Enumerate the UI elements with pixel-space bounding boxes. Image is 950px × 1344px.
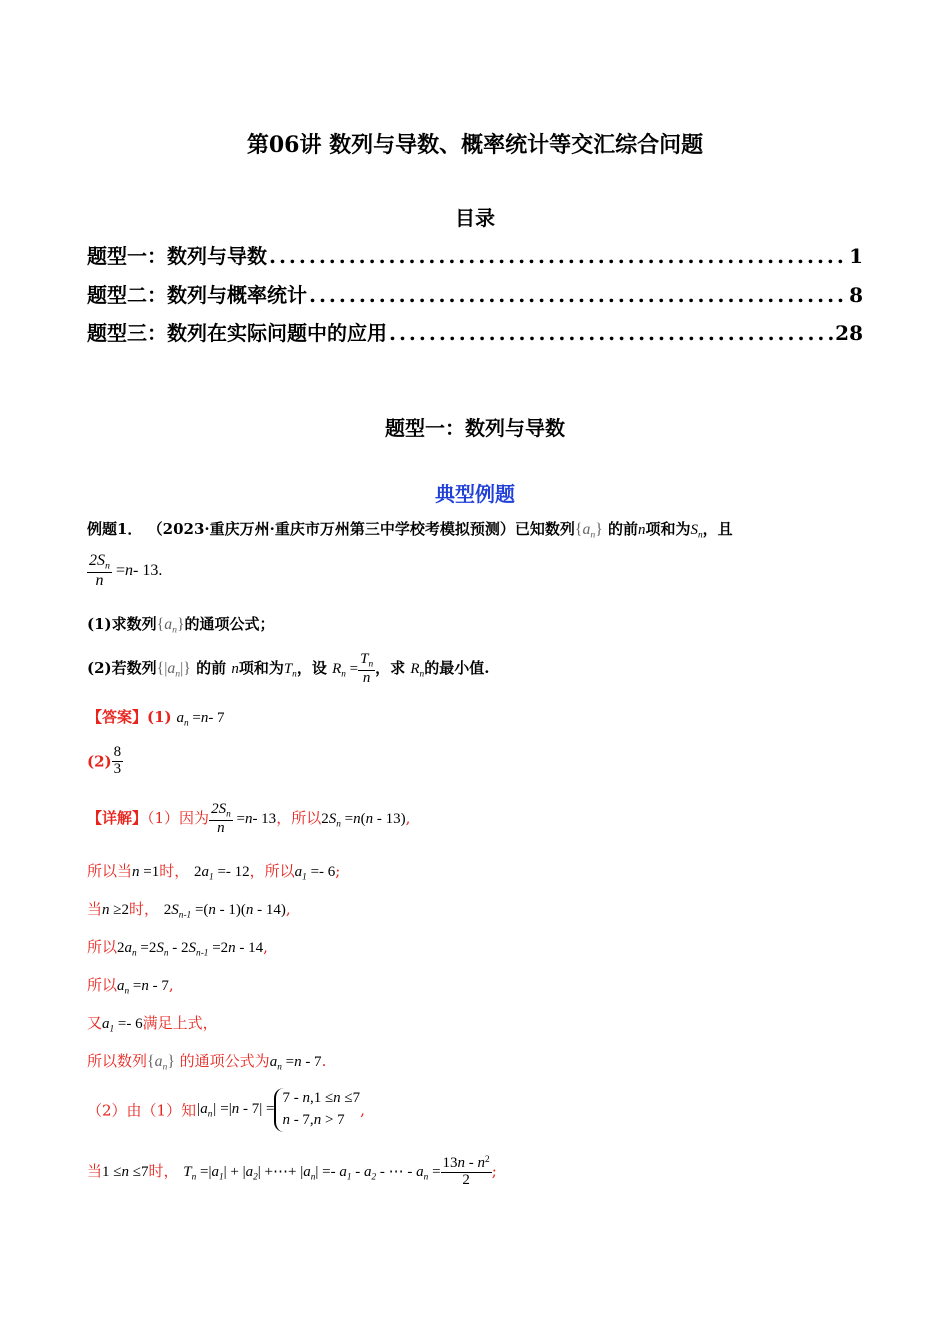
question-2-text: (2)若数列 <box>87 658 157 677</box>
detail-line-1: 【详解】（1）因为 $\frac{2S_n}{n}$ =n- 13，所以$2S_n =n(n - 13)$, <box>87 801 411 836</box>
detail-formula: 1 ≤n ≤7 <box>102 1163 149 1180</box>
detail-line-8: （2）由（1）知$|a_n| =|n - 7| =7 - n,1 \le n \le 7$ n - 7,n > 7, <box>87 1088 365 1132</box>
toc-item-page: 28 <box>835 321 863 345</box>
toc-item-page: 8 <box>849 283 863 307</box>
seq-an: $\{a_n\}$ <box>574 521 603 541</box>
detail-formula: $2a_n =2S_n - 2S_{n-1} =2n - 14$ <box>117 940 264 959</box>
toc-leader <box>389 321 833 345</box>
question-2-text: 的前 <box>196 658 227 677</box>
example-label: 例题1． <box>87 520 143 538</box>
detail-text: 所以当 <box>87 862 133 880</box>
detail-text: 时， <box>148 1161 179 1180</box>
detail-line-3: 当n ≥2时， $2S_{n-1} =(n - 1)(n - 14)$, <box>87 900 291 921</box>
toc-item[interactable] <box>87 279 863 308</box>
example-condition: $\frac{2S_n}{n}$ =n- 13. <box>89 552 163 589</box>
detail-text: 满足上式， <box>142 1014 218 1032</box>
detail-formula: n =1 <box>132 864 160 880</box>
detail-formula: $a_1 =- 6$ <box>294 864 336 883</box>
answer-line-2 <box>87 745 123 778</box>
toc-item-label: 题型三：数列在实际问题中的应用 <box>87 321 387 345</box>
question-1-text: (1)求数列 <box>87 615 157 633</box>
seq-an: $\{a_n\}$ <box>156 616 185 636</box>
detail-formula: $\frac{2S_n}{n}$ =n- 13 <box>211 801 277 836</box>
answer-tag: 【答案】 <box>87 708 148 726</box>
answer-part: (2) <box>87 752 112 771</box>
question-1-text: 的通项公式； <box>184 615 275 633</box>
detail-formula: $a_1 =- 6$ <box>102 1016 143 1035</box>
detail-text: 时， <box>159 862 190 880</box>
example-text: 的前 <box>607 520 638 538</box>
detail-formula: n ≥2 <box>102 902 129 918</box>
example-text: ，且 <box>702 520 733 538</box>
toc-leader <box>309 283 847 307</box>
toc-item-label: 题型二：数列与概率统计 <box>87 283 307 307</box>
question-2 <box>87 652 489 687</box>
answer-line-1 <box>87 706 225 728</box>
toc-item[interactable] <box>87 317 863 346</box>
example-line-1 <box>87 518 733 540</box>
math-Rn-def: $R_n$ = $\frac{T_n}{n}$ <box>332 651 374 686</box>
section-subtitle: 典型例题 <box>435 482 515 506</box>
detail-line-6 <box>87 1012 218 1034</box>
detail-text: ，所以 <box>249 862 295 880</box>
detail-line-2: 所以当n =1时， $2a_1 =- 12$，所以$a_1 =- 6$; <box>87 862 341 883</box>
question-2-text: ，设 <box>296 658 327 677</box>
answer-part: (1) <box>147 708 172 726</box>
detail-text: 所以 <box>87 976 118 994</box>
detail-text: 当 <box>87 1161 103 1180</box>
detail-text: 时， <box>129 900 160 918</box>
question-2-text: 的最小值. <box>424 658 490 677</box>
math-Rn: $R_n$ <box>410 660 425 680</box>
seq-an: $\{a_n\}$ <box>147 1053 175 1073</box>
example-source: （2023·重庆万州·重庆市万州第三中学校考模拟预测）已知数列 <box>147 520 575 538</box>
math-n: n <box>638 522 646 538</box>
piecewise-cases: 7 - n,1 ≤n ≤7 n - 7,n > 7 <box>274 1088 360 1132</box>
detail-formula: $a_n =n - 7$ <box>269 1054 322 1073</box>
math-n: n <box>231 660 239 677</box>
detail-formula: $2S_{n-1} =(n - 1)(n - 14)$ <box>163 902 286 921</box>
toc-heading: 目录 <box>455 206 495 230</box>
detail-text: （2）由（1）知 <box>87 1101 197 1120</box>
question-2-text: ，求 <box>375 658 406 677</box>
question-2-text: 项和为 <box>238 658 284 677</box>
example-text: 项和为 <box>645 520 691 538</box>
section-title: 题型一：数列与导数 <box>385 416 565 440</box>
math-Sn: $S_n$ <box>690 522 703 541</box>
toc-leader <box>269 244 847 268</box>
question-1 <box>87 613 275 635</box>
detail-formula: $2S_n =n(n - 13)$ <box>321 810 406 830</box>
detail-line-9: 当1 ≤n ≤7时， $T_n =|a_1| + |a_2|$ +⋯+ $|a_n| =- a_1 - a_2$ - ⋯ - $a_n$ = $\frac{13n - n^2}{2}$ ; <box>87 1155 497 1188</box>
detail-text: ，所以 <box>276 808 322 827</box>
detail-text: 所以 <box>87 938 118 956</box>
detail-formula: $T_n =|a_1| + |a_2|$ +⋯+ $|a_n| =- a_1 - a_2$ - ⋯ - $a_n$ = $\frac{13n - n^2}{2}$ <box>183 1155 490 1188</box>
detail-text: 所以数列 <box>87 1052 148 1070</box>
detail-text: （1）因为 <box>147 808 210 827</box>
detail-text: 的通项公式为 <box>179 1052 270 1070</box>
detail-text: 又 <box>87 1014 103 1032</box>
detail-tag: 【详解】 <box>87 808 148 827</box>
detail-formula: $|a_n| =|n - 7|$ = <box>196 1100 275 1119</box>
detail-line-5: 所以$a_n =n - 7$, <box>87 976 174 997</box>
page-title: 第06讲 数列与导数、概率统计等交汇综合问题 <box>246 132 704 158</box>
detail-line-4: 所以$2a_n =2S_n - 2S_{n-1} =2n - 14$, <box>87 938 268 959</box>
toc-item-page: 1 <box>849 244 863 268</box>
answer-2-fraction: $\frac{8}{3}$ <box>113 744 122 777</box>
seq-abs-an: $\{|a_n|\}$ <box>156 659 191 680</box>
detail-formula: $2a_1 =- 12$ <box>194 864 250 883</box>
answer-1-formula: $a_n =n-$ 7 <box>176 710 225 729</box>
detail-line-7: 所以数列$\{a_n\}$ 的通项公式为$a_n =n - 7$. <box>87 1052 327 1073</box>
math-Tn: $T_n$ <box>283 660 297 680</box>
detail-text: 当 <box>87 900 103 918</box>
detail-formula: $a_n =n - 7$ <box>117 978 169 997</box>
toc-item-label: 题型一：数列与导数 <box>87 244 267 268</box>
toc-item[interactable] <box>87 240 863 269</box>
